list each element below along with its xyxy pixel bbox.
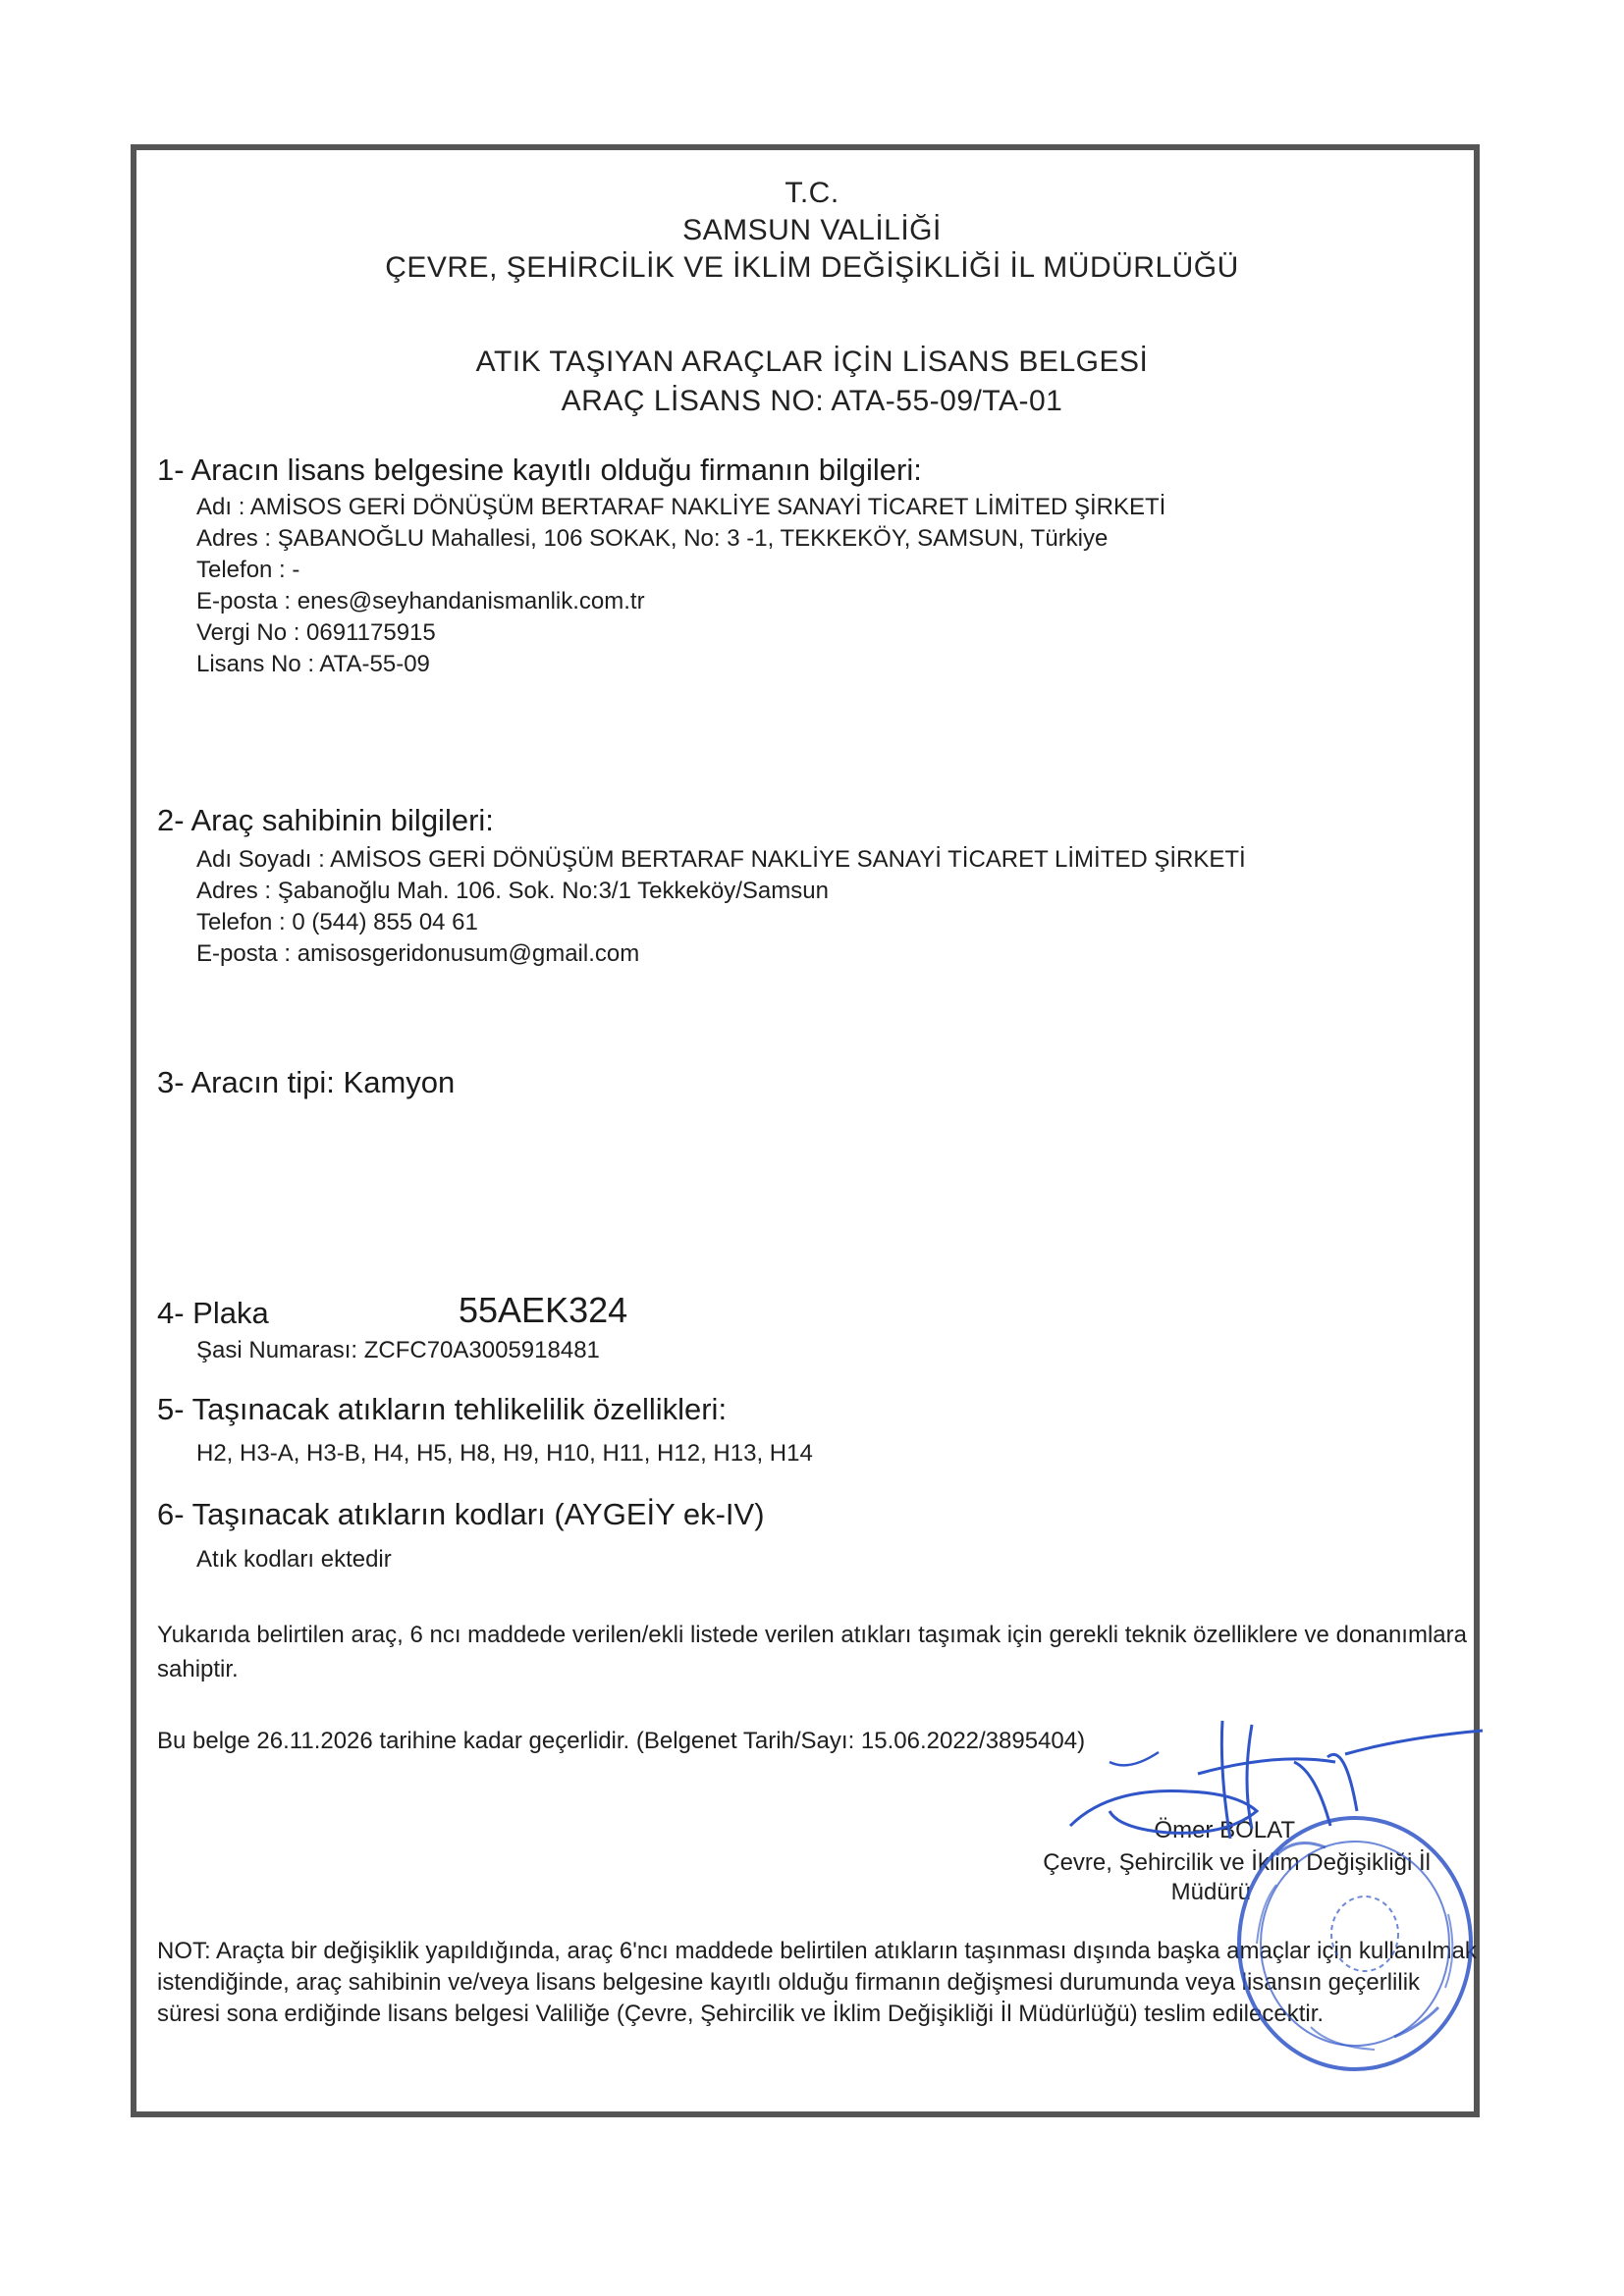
- waste-codes: Atık kodları ektedir: [196, 1546, 392, 1573]
- section2-name: Adı Soyadı : AMİSOS GERİ DÖNÜŞÜM BERTARAF NAKLİYE SANAYİ TİCARET LİMİTED ŞİRKETİ: [196, 846, 1246, 873]
- document-license-number: ARAÇ LİSANS NO: ATA-55-09/TA-01: [561, 385, 1063, 417]
- signatory-name: Ömer BOLAT: [1154, 1817, 1295, 1843]
- section1-email: E-posta : enes@seyhandanismanlik.com.tr: [196, 588, 645, 614]
- section5-heading: 5- Taşınacak atıkların tehlikelilik özellikleri:: [157, 1392, 728, 1426]
- section1-name: Adı : AMİSOS GERİ DÖNÜŞÜM BERTARAF NAKLİYE SANAYİ TİCARET LİMİTED ŞİRKETİ: [196, 494, 1166, 520]
- section1-address: Adres : ŞABANOĞLU Mahallesi, 106 SOKAK, No: 3 -1, TEKKEKÖY, SAMSUN, Türkiye: [196, 525, 1109, 552]
- section1-heading: 1- Aracın lisans belgesine kayıtlı olduğu firmanın bilgileri:: [157, 453, 922, 487]
- document-title: ATIK TAŞIYAN ARAÇLAR İÇİN LİSANS BELGESİ: [475, 346, 1149, 378]
- section6-heading: 6- Taşınacak atıkların kodları (AYGEİY ek-IV): [157, 1497, 765, 1531]
- hazard-properties: H2, H3-A, H3-B, H4, H5, H8, H9, H10, H11, H12, H13, H14: [196, 1440, 813, 1467]
- header-directorate: ÇEVRE, ŞEHİRCİLİK VE İKLİM DEĞİŞİKLİĞİ İL MÜDÜRLÜĞÜ: [385, 251, 1239, 284]
- section2-heading: 2- Araç sahibinin bilgileri:: [157, 803, 494, 837]
- section2-phone: Telefon : 0 (544) 855 04 61: [196, 909, 478, 935]
- plate-number: 55AEK324: [459, 1290, 628, 1330]
- signatory-title-2: Müdürü: [1170, 1879, 1251, 1905]
- compliance-statement: Yukarıda belirtilen araç, 6 ncı maddede verilen/ekli listede verilen atıkları taşımak için gerekli teknik özelliklere ve donanımlara sahiptir.: [157, 1622, 1467, 1682]
- section3-vehicle-type: 3- Aracın tipi: Kamyon: [157, 1065, 456, 1099]
- handwritten-signature: [1051, 1713, 1502, 1870]
- section4-heading: 4- Plaka: [157, 1296, 269, 1330]
- section2-email: E-posta : amisosgeridonusum@gmail.com: [196, 940, 640, 967]
- chassis-number: Şasi Numarası: ZCFC70A3005918481: [196, 1337, 600, 1363]
- section1-phone: Telefon : -: [196, 557, 300, 583]
- header-governorship: SAMSUN VALİLİĞİ: [682, 214, 942, 246]
- validity-statement: Bu belge 26.11.2026 tarihine kadar geçerlidir. (Belgenet Tarih/Sayı: 15.06.2022/3895404): [157, 1728, 1086, 1754]
- section2-address: Adres : Şabanoğlu Mah. 106. Sok. No:3/1 Tekkeköy/Samsun: [196, 878, 829, 904]
- section1-tax-number: Vergi No : 0691175915: [196, 619, 436, 646]
- section1-license-number: Lisans No : ATA-55-09: [196, 651, 430, 677]
- note-text: NOT: Araçta bir değişiklik yapıldığında, araç 6'ncı maddede belirtilen atıkların taşınması dışında başka amaçlar için kullanılmak istendiğinde, araç sahibinin ve/veya lisans belgesine kayıtlı olduğu firmanın değişmesi durumunda veya lisansın geçerlilik süresi sona erdiğinde lisans belgesi Valiliğe (Çevre, Şehircilik ve İklim Değişikliği İl Müdürlüğü) teslim edilecektir.: [157, 1938, 1477, 2027]
- header-tc: T.C.: [785, 177, 839, 209]
- signatory-title: Çevre, Şehircilik ve İklim Değişikliği İl: [1043, 1849, 1431, 1876]
